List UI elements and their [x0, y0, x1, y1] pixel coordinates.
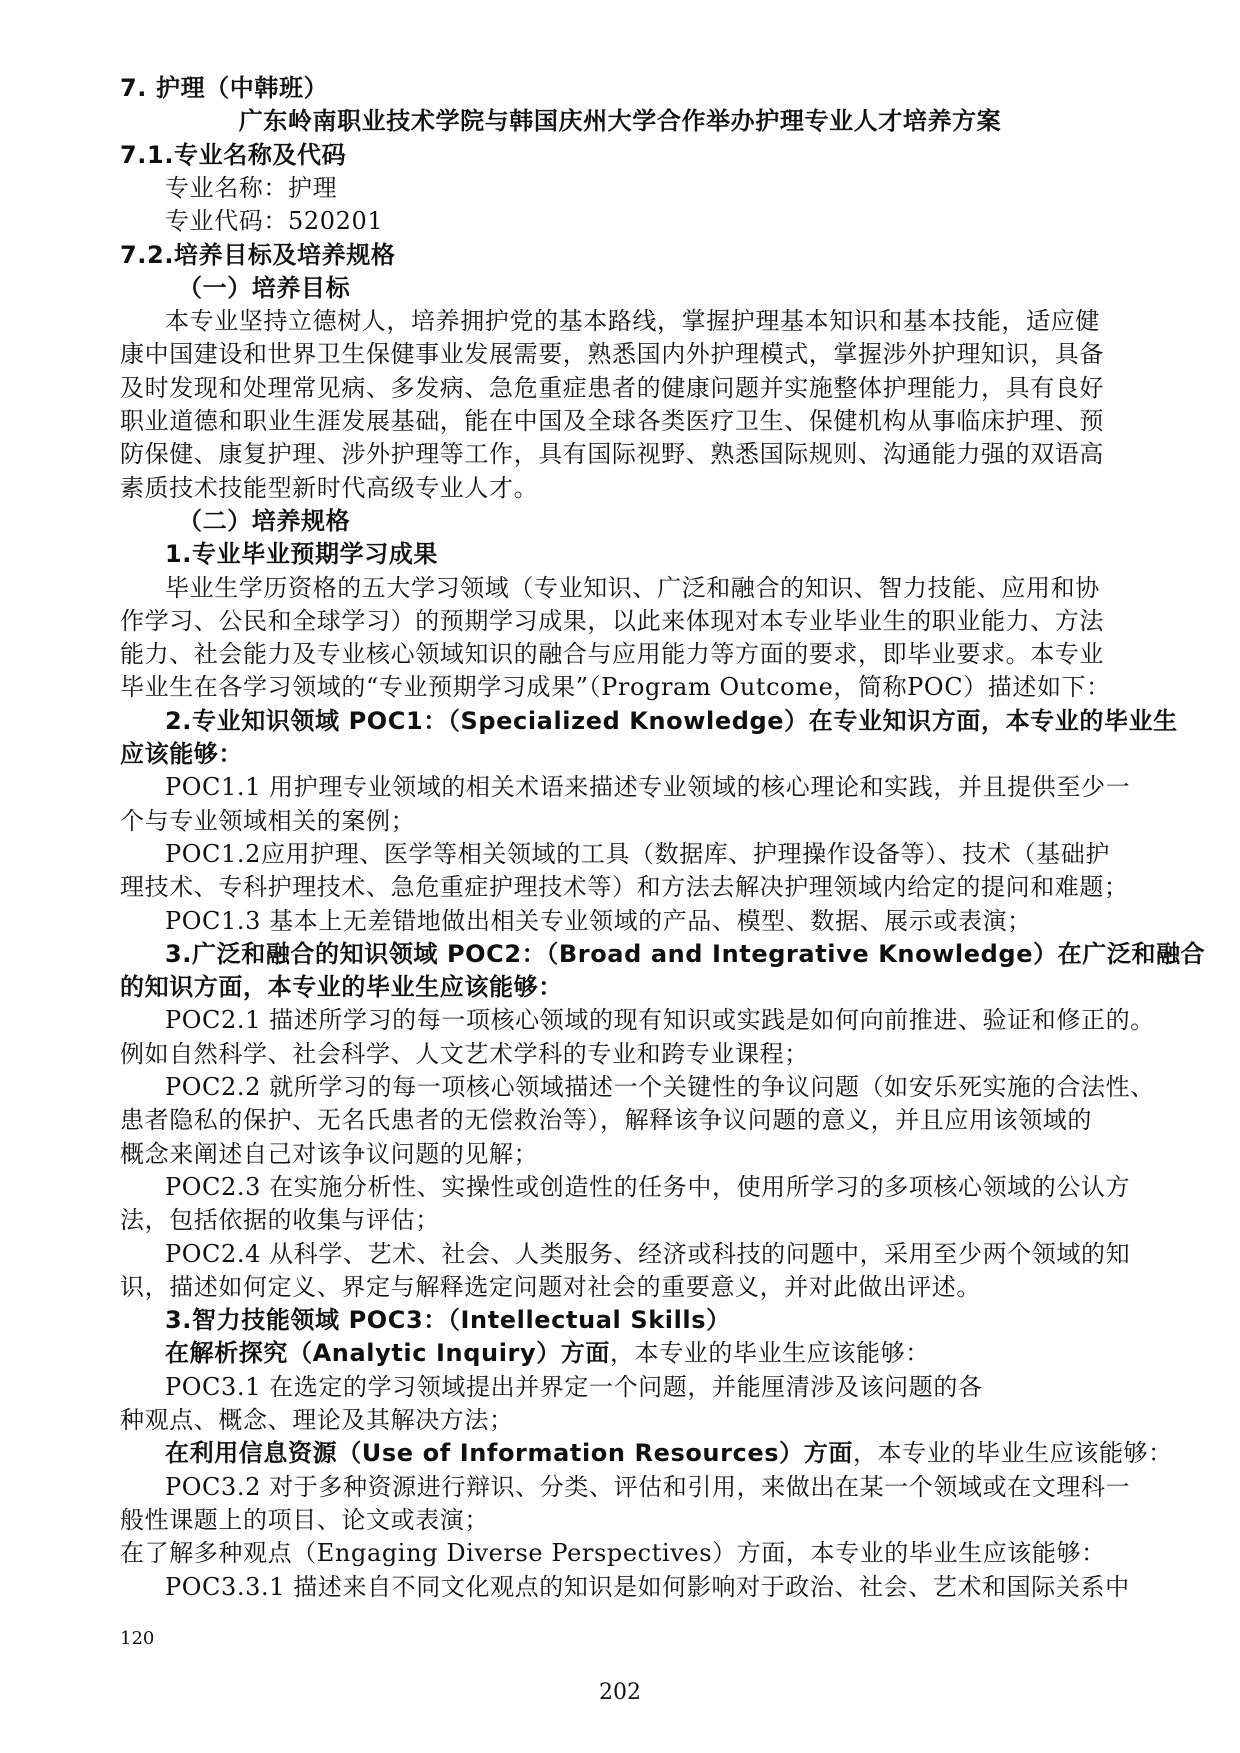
text-line: [120, 139, 346, 172]
text-line: [120, 472, 538, 505]
text-line: [165, 1437, 1173, 1470]
text-line: [120, 1537, 1106, 1570]
text-line: [165, 1371, 983, 1404]
body-text: POC2.2 就所学习的每一项核心领域描述一个关键性的争议问题（如安乐死实施的合法性、: [165, 1073, 1155, 1101]
text-line: [120, 971, 563, 1004]
body-text: 防保健、康复护理、涉外护理等工作，具有国际视野、熟悉国际规则、沟通能力强的双语高: [120, 440, 1104, 469]
text-line: [120, 438, 1104, 471]
text-line: [120, 738, 243, 771]
page-number: 202: [599, 1680, 641, 1705]
text-line: [120, 871, 1129, 904]
text-line: [165, 938, 1205, 971]
body-text: ，本专业的毕业生应该能够：: [852, 1439, 1173, 1468]
text-line: [120, 1504, 489, 1537]
text-line: [120, 605, 1104, 638]
bold-text: 7. 护理（中韩班）: [120, 74, 329, 102]
body-text: ，本专业的毕业生应该能够：: [610, 1339, 930, 1368]
bold-text: 1.专业毕业预期学习成果: [165, 540, 439, 569]
bold-text: 在解析探究（Analytic Inquiry）方面: [165, 1339, 610, 1368]
body-text: 般性课题上的项目、论文或表演；: [120, 1505, 489, 1534]
bold-text: 7.2.培养目标及培养规格: [120, 240, 396, 269]
text-line: [165, 771, 1130, 804]
body-text: 毕业生在各学习领域的“专业预期学习成果”（Program Outcome，简称POC）描述如下：: [120, 673, 1111, 702]
body-text: 及时发现和处理常见病、多发病、急危重症患者的健康问题并实施整体护理能力，具有良好: [120, 373, 1104, 402]
body-text: 在了解多种观点（Engaging Diverse Perspectives）方面，本专业的毕业生应该能够：: [120, 1539, 1106, 1568]
text-line: [178, 505, 350, 538]
body-text: 专业代码：520201: [165, 207, 384, 236]
text-line: [165, 172, 337, 205]
body-text: 本专业坚持立德树人，培养拥护党的基本路线，掌握护理基本知识和基本技能，适应健: [165, 307, 1100, 336]
body-text: 概念来阐述自己对该争议问题的见解；: [120, 1139, 539, 1168]
text-line: [165, 538, 438, 571]
body-text: POC3.2 对于多种资源进行辩识、分类、评估和引用，来做出在某一个领域或在文理科一: [165, 1472, 1131, 1501]
body-text: POC2.3 在实施分析性、实操性或创造性的任务中，使用所学习的多项核心领域的公认方: [165, 1172, 1131, 1201]
text-line: [165, 1337, 930, 1370]
text-line: [120, 1271, 981, 1304]
text-line: [120, 805, 415, 838]
body-text: 识，描述如何定义、界定与解释选定问题对社会的重要意义，并对此做出评述。: [120, 1272, 981, 1301]
text-line: [120, 1104, 1092, 1137]
bold-text: 在利用信息资源（Use of Information Resources）方面: [165, 1439, 853, 1468]
text-line: [120, 1138, 538, 1171]
body-text: 职业道德和职业生涯发展基础，能在中国及全球各类医疗卫生、保健机构从事临床护理、预: [120, 407, 1104, 435]
text-line: [165, 1571, 1130, 1604]
text-line: [165, 905, 1032, 938]
text-line: [120, 72, 328, 105]
body-text: 法，包括依据的收集与评估；: [120, 1206, 440, 1235]
bold-text: 广东岭南职业技术学院与韩国庆州大学合作举办护理专业人才培养方案: [238, 107, 1002, 136]
text-line: [120, 372, 1104, 405]
text-line: [165, 1004, 1155, 1037]
bold-text: （一）培养目标: [178, 273, 351, 302]
bold-text: 应该能够：: [120, 740, 243, 768]
bold-text: 2.专业知识领域 POC1：（Specialized Knowledge）在专业知识方面，本专业的毕业生: [165, 706, 1178, 735]
text-line: [120, 239, 395, 272]
text-line: [120, 1204, 440, 1237]
body-text: 理技术、专科护理技术、急危重症护理技术等）和方法去解决护理领域内给定的提问和难题；: [120, 873, 1129, 902]
body-text: 素质技术技能型新时代高级专业人才。: [120, 473, 539, 502]
text-line: [165, 305, 1100, 338]
text-line: [165, 205, 383, 238]
text-line: [165, 1471, 1130, 1504]
body-text: POC3.1 在选定的学习领域提出并界定一个问题，并能厘清涉及该问题的各: [165, 1372, 983, 1401]
body-text: POC1.1 用护理专业领域的相关术语来描述专业领域的核心理论和实践，并且提供至少一: [165, 773, 1131, 802]
body-text: 种观点、概念、理论及其解决方法；: [120, 1406, 514, 1434]
bold-text: 的知识方面，本专业的毕业生应该能够：: [120, 973, 563, 1002]
text-line: [120, 338, 1104, 371]
bold-text: 3.智力技能领域 POC3：（Intellectual Skills）: [165, 1306, 731, 1335]
text-line: [165, 1071, 1155, 1104]
body-text: 康中国建设和世界卫生保健事业发展需要，熟悉国内外护理模式，掌握涉外护理知识，具备: [120, 340, 1104, 369]
text-line: [165, 705, 1178, 738]
text-line: [165, 572, 1100, 605]
body-text: POC2.1 描述所学习的每一项核心领域的现有知识或实践是如何向前推进、验证和修正的。: [165, 1006, 1155, 1035]
body-text: 毕业生学历资格的五大学习领域（专业知识、广泛和融合的知识、智力技能、应用和协: [165, 573, 1100, 602]
text-line: [178, 272, 350, 305]
body-text: 患者隐私的保护、无名氏患者的无偿救治等），解释该争议问题的意义，并且应用该领域的: [120, 1106, 1092, 1135]
text-line: [165, 1304, 731, 1337]
body-text: 专业名称：护理: [165, 173, 338, 202]
text-line: [120, 1038, 809, 1071]
bold-text: （二）培养规格: [178, 506, 351, 535]
bold-text: 7.1.专业名称及代码: [120, 140, 347, 169]
text-line: [120, 405, 1104, 438]
body-text: POC1.2应用护理、医学等相关领域的工具（数据库、护理操作设备等）、技术（基础护: [165, 839, 1110, 868]
text-line: [165, 1171, 1130, 1204]
text-line: [165, 1238, 1130, 1271]
original-page-number: 120: [120, 1628, 155, 1649]
text-line: [120, 638, 1104, 671]
text-line: [120, 1404, 514, 1437]
body-text: 能力、社会能力及专业核心领域知识的融合与应用能力等方面的要求，即毕业要求。本专业: [120, 640, 1104, 669]
body-text: 例如自然科学、社会科学、人文艺术学科的专业和跨专业课程；: [120, 1039, 809, 1068]
bold-text: 3.广泛和融合的知识领域 POC2：（Broad and Integrative Knowledge）在广泛和融合: [165, 939, 1206, 968]
body-text: 个与专业领域相关的案例；: [120, 806, 416, 835]
text-line: [165, 838, 1110, 871]
text-line: [0, 105, 1240, 138]
body-text: POC3.3.1 描述来自不同文化观点的知识是如何影响对于政治、社会、艺术和国际关系中: [165, 1572, 1130, 1601]
body-text: 作学习、公民和全球学习）的预期学习成果，以此来体现对本专业毕业生的职业能力、方法: [120, 606, 1104, 635]
body-text: POC2.4 从科学、艺术、社会、人类服务、经济或科技的问题中，采用至少两个领域的知: [165, 1239, 1131, 1268]
text-line: [120, 671, 1111, 704]
body-text: POC1.3 基本上无差错地做出相关专业领域的产品、模型、数据、展示或表演；: [165, 906, 1032, 935]
